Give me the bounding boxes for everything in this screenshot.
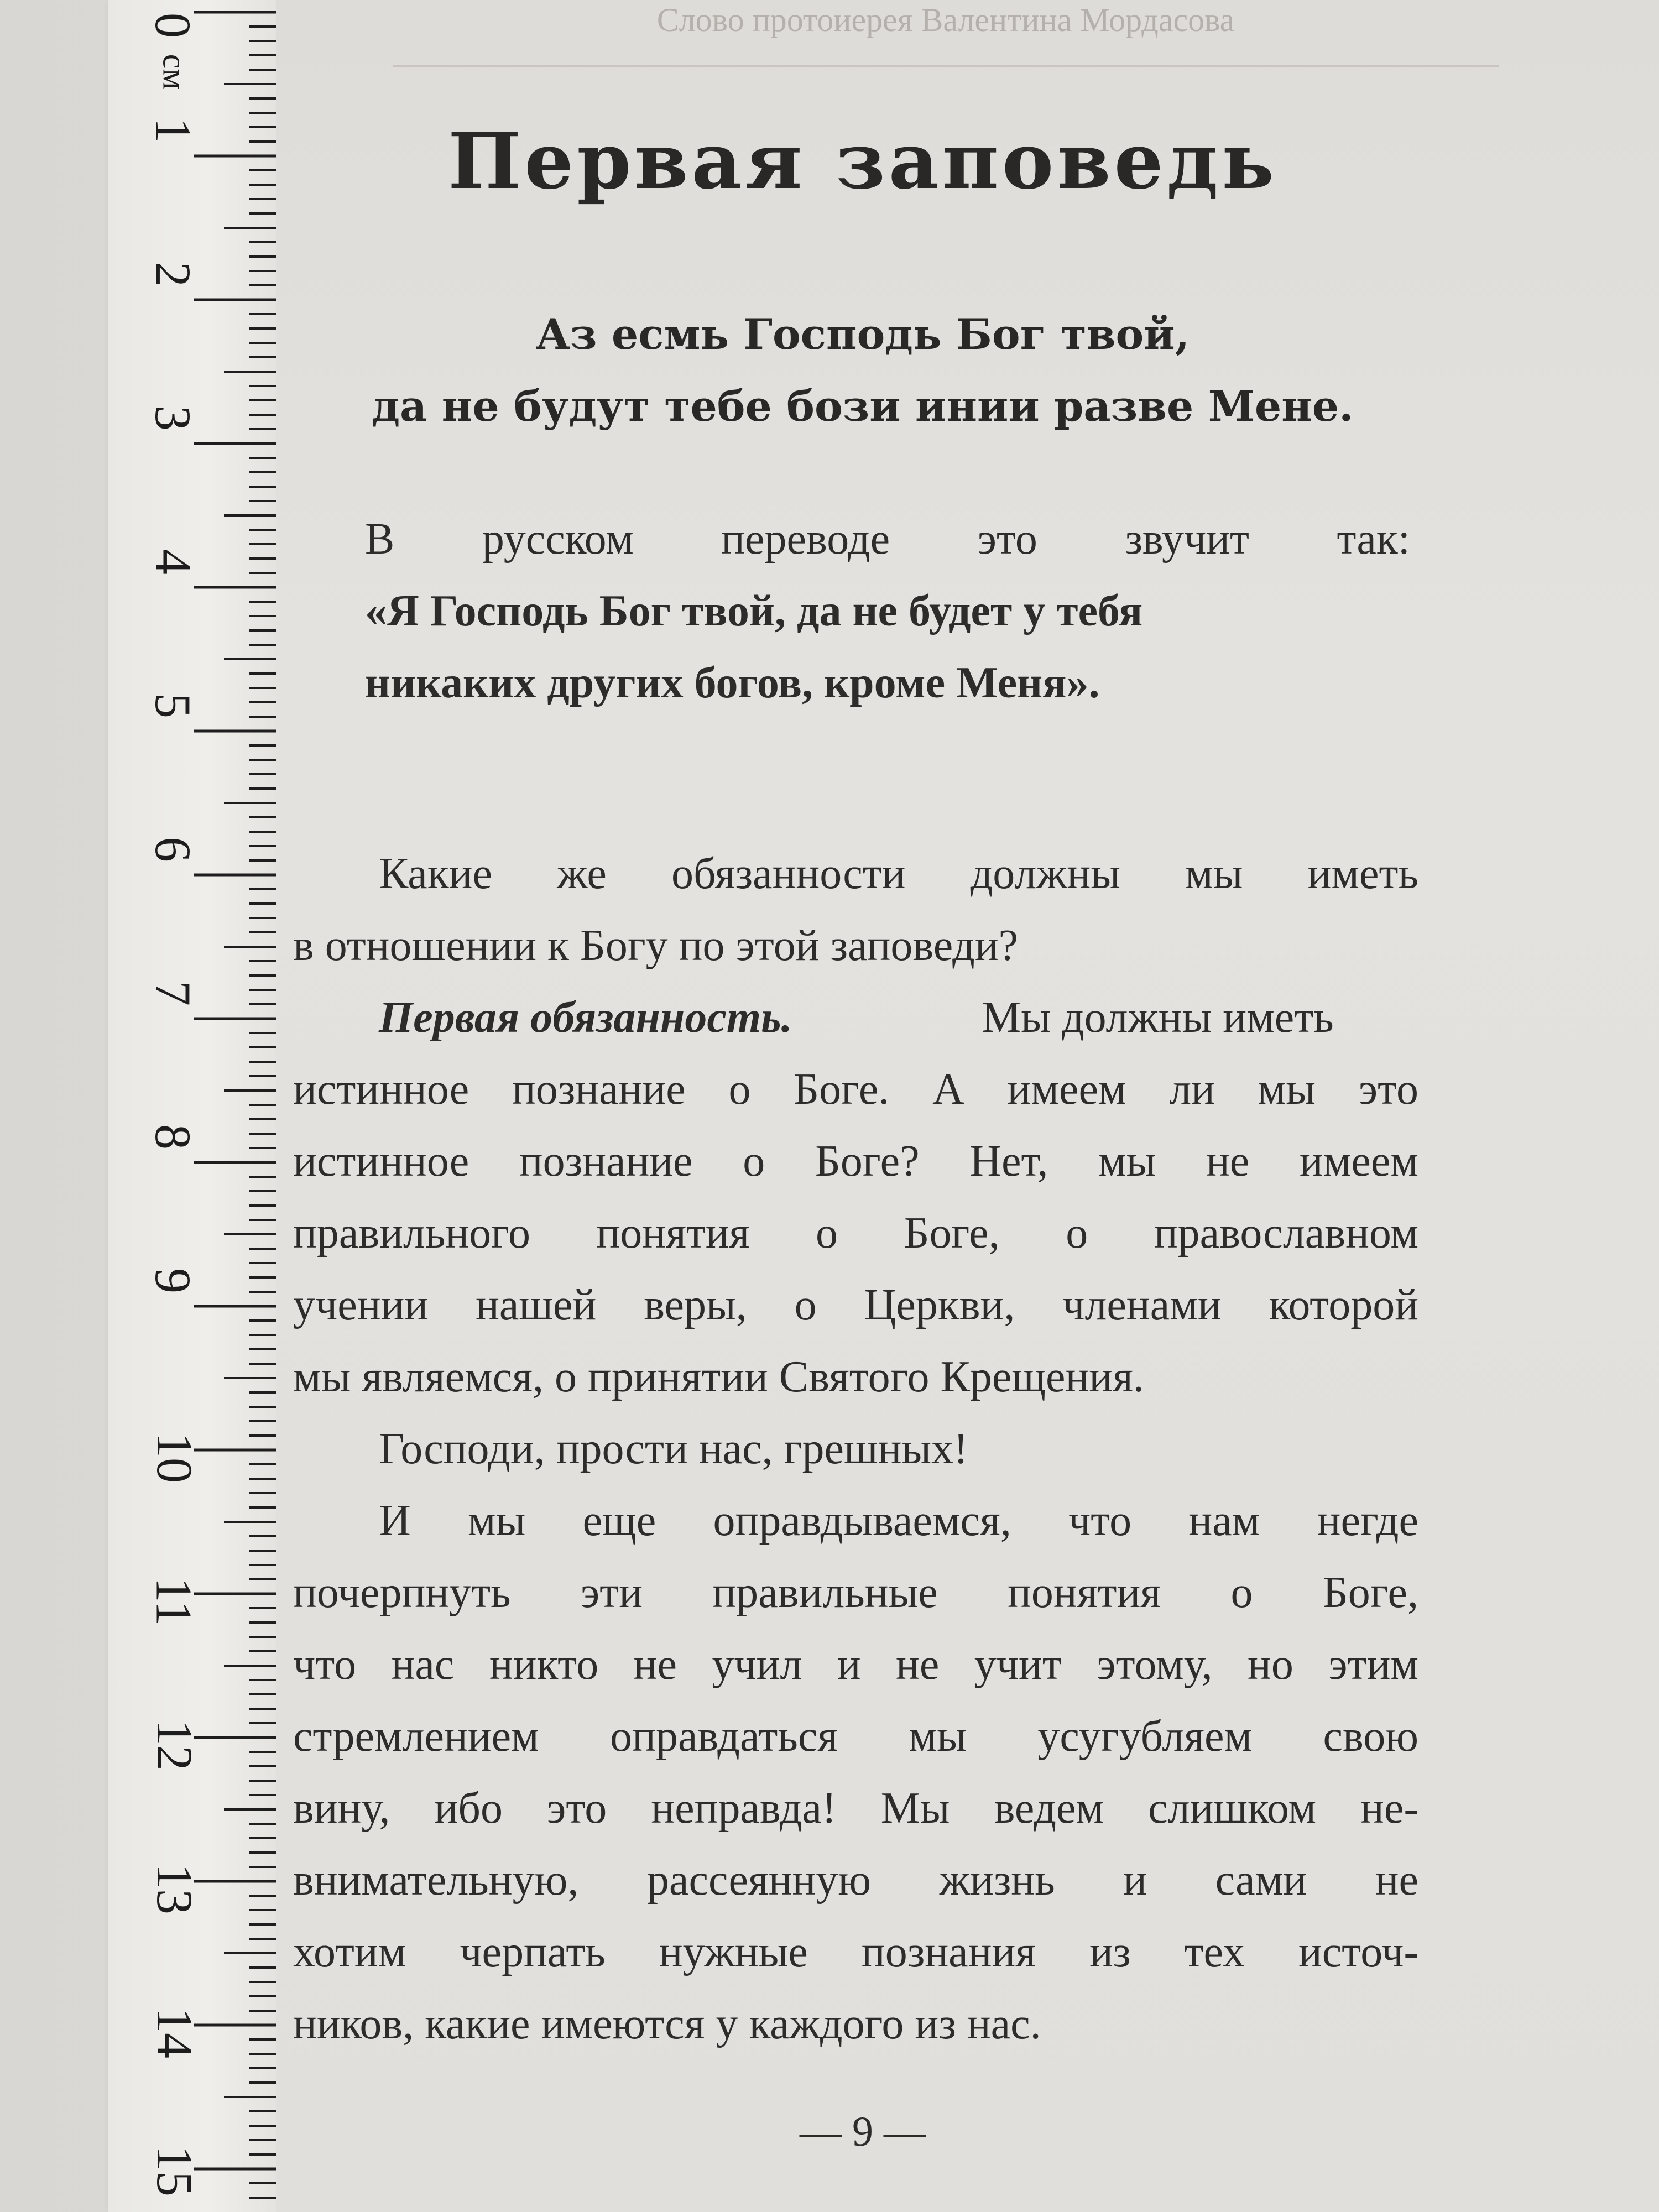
ruler-number-11: 11 <box>145 1577 202 1626</box>
first-duty-label: Первая обязанность. <box>379 993 792 1042</box>
ruler-number-10: 10 <box>147 1432 203 1483</box>
ruler-number-0: 0 <box>145 13 201 38</box>
first-duty-line-5: учении нашей веры, о Церкви, членами которой <box>293 1281 1418 1329</box>
first-duty-line-6: мы являемся, о принятии Святого Крещения. <box>293 1353 1144 1401</box>
first-duty-line-4: правильного понятия о Боге, о православном <box>293 1209 1418 1258</box>
ruler-number-6: 6 <box>145 837 201 862</box>
prayer-line: Господи, прости нас, грешных! <box>379 1425 968 1473</box>
commandment-line-1: Аз есмь Господь Бог твой, <box>535 310 1190 359</box>
question-line-2: в отношении к Богу по этой заповеди? <box>293 921 1019 970</box>
final-line-5: вину, ибо это неправда! Мы ведем слишком не- <box>293 1784 1418 1833</box>
translation-line-3: никаких других богов, кроме Меня». <box>365 659 1100 707</box>
ruler-number-12: 12 <box>147 1720 203 1771</box>
ruler <box>108 0 279 2212</box>
translation-line-2: «Я Господь Бог твой, да не будет у тебя <box>365 587 1143 635</box>
ruler-number-8: 8 <box>145 1124 201 1150</box>
commandment-line-2: да не будут тебе бози инии разве Мене. <box>372 382 1354 431</box>
ruler-number-9: 9 <box>145 1268 201 1293</box>
translation-line-1: В русском переводе это звучит так: <box>365 515 1410 564</box>
ruler-number-4: 4 <box>145 549 201 575</box>
first-duty-line-3: истинное познание о Боге? Нет, мы не имеем <box>293 1137 1418 1186</box>
final-line-3: что нас никто не учил и не учит этому, но этим <box>293 1640 1418 1689</box>
final-line-8: ников, какие имеются у каждого из нас. <box>293 2000 1041 2048</box>
ruler-number-2: 2 <box>145 262 201 287</box>
ruler-number-1: 1 <box>145 118 201 143</box>
book-page <box>276 0 1659 2212</box>
running-head: Слово протоиерея Валентина Мордасова <box>656 2 1235 38</box>
final-line-7: хотим черпать нужные познания из тех источ- <box>293 1928 1418 1976</box>
ruler-unit: см <box>156 54 193 90</box>
ruler-number-15: 15 <box>147 2146 203 2197</box>
final-line-4: стремлением оправдаться мы усугубляем свою <box>293 1712 1418 1761</box>
page-title: Первая заповедь <box>448 116 1277 207</box>
ruler-number-5: 5 <box>145 693 201 718</box>
ruler-number-3: 3 <box>145 405 201 431</box>
final-line-6: внимательную, рассеянную жизнь и сами не <box>293 1856 1418 1905</box>
final-line-2: почерпнуть эти правильные понятия о Боге, <box>293 1568 1418 1617</box>
final-line-1: И мы еще оправдываемся, что нам негде <box>379 1496 1418 1545</box>
first-duty-line-1: Мы должны иметь <box>982 993 1334 1042</box>
ruler-number-14: 14 <box>147 2007 203 2058</box>
header-rule <box>393 65 1499 67</box>
ruler-number-7: 7 <box>145 980 201 1006</box>
page-number: — 9 — <box>800 2109 926 2155</box>
ruler-number-13: 13 <box>147 1864 203 1914</box>
question-line-1: Какие же обязанности должны мы иметь <box>379 849 1418 898</box>
first-duty-line-2: истинное познание о Боге. А имеем ли мы это <box>293 1065 1418 1114</box>
